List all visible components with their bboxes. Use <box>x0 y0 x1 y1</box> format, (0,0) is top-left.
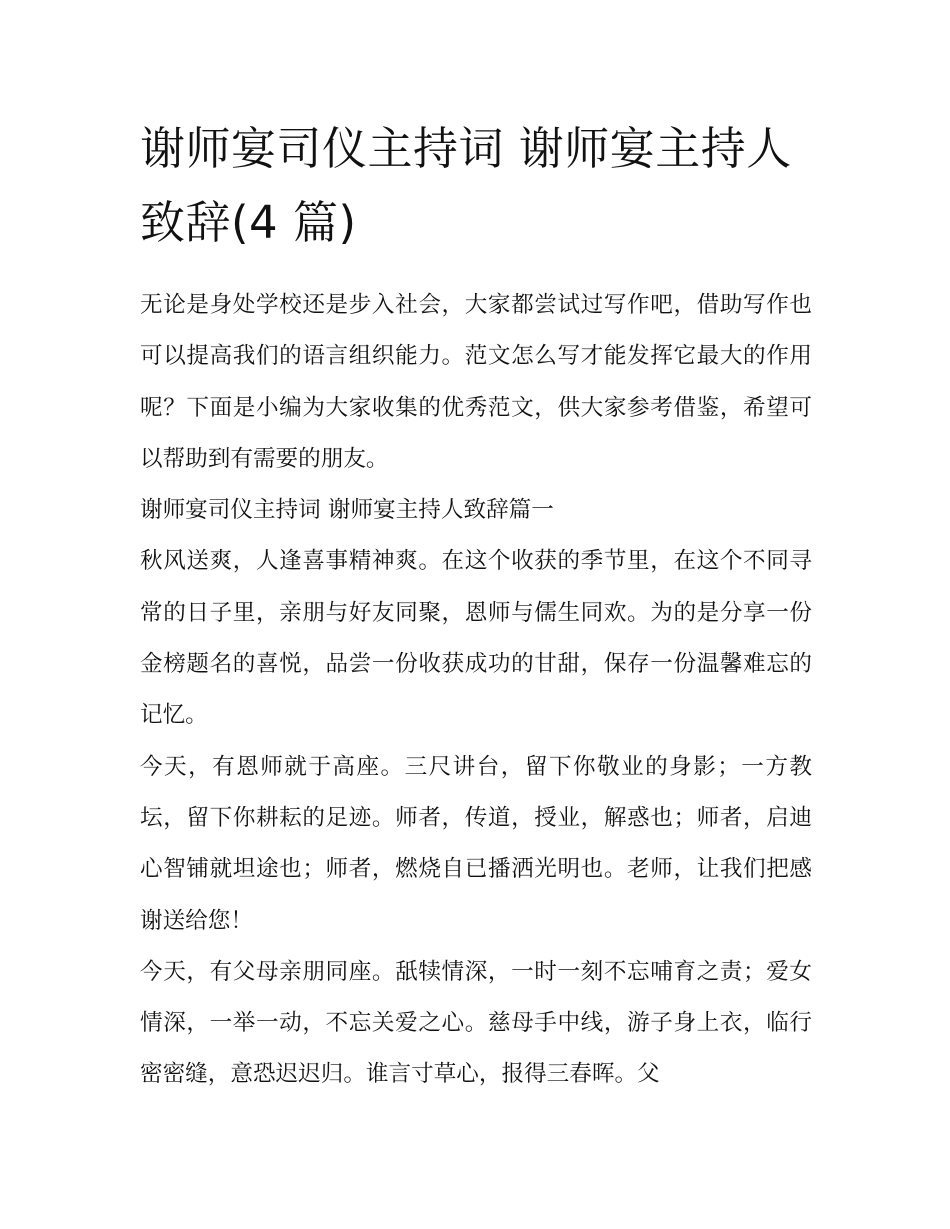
body-paragraph-1: 秋风送爽，人逢喜事精神爽。在这个收获的季节里，在这个不同寻常的日子里，亲朋与好友同聚，恩师与儒生同欢。为的是分享一份金榜题名的喜悦，品尝一份收获成功的甘甜，保存一份温馨难忘的记忆。 <box>140 548 812 729</box>
body-paragraph-3: 今天，有父母亲朋同座。舐犊情深，一时一刻不忘哺育之责；爱女情深，一举一动，不忘关爱之心。慈母手中线，游子身上衣，临行密密缝，意恐迟迟归。谁言寸草心，报得三春晖。父 <box>140 958 812 1088</box>
document-page <box>140 112 812 1101</box>
section-heading: 谢师宴司仪主持词 谢师宴主持人致辞篇一 <box>140 497 554 524</box>
intro-paragraph: 无论是身处学校还是步入社会，大家都尝试过写作吧，借助写作也可以提高我们的语言组织能力。范文怎么写才能发挥它最大的作用呢？下面是小编为大家收集的优秀范文，供大家参考借鉴，希望可以帮助到有需要的朋友。 <box>140 292 812 472</box>
body-paragraph-2: 今天，有恩师就于高座。三尺讲台，留下你敬业的身影；一方教坛，留下你耕耘的足迹。师者，传道，授业，解惑也；师者，启迪心智铺就坦途也；师者，燃烧自已播洒光明也。老师，让我们把感谢送给您！ <box>140 753 812 934</box>
document-title: 谢师宴司仪主持词 谢师宴主持人致辞(4 篇) <box>140 122 792 249</box>
